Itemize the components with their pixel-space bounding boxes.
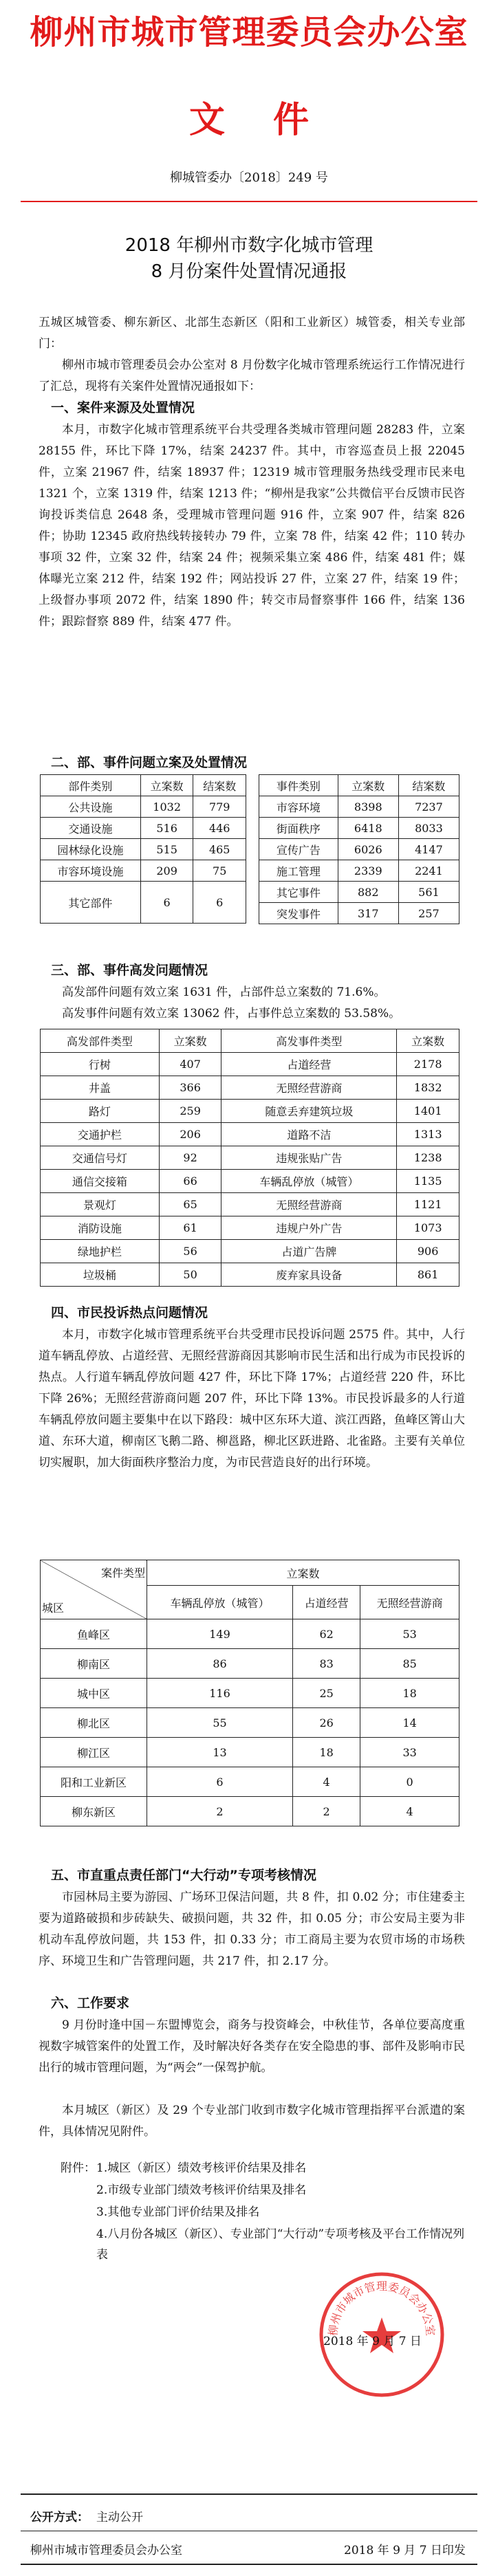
table-cell: 公共设施 <box>41 796 141 818</box>
table-cell: 6 <box>193 882 246 924</box>
section-3-line-2: 高发事件问题有效立案 13062 件，占事件总立案数的 53.58%。 <box>62 1007 401 1020</box>
table-cell: 407 <box>159 1053 221 1076</box>
table-row <box>41 1649 459 1679</box>
table-row <box>41 1767 459 1797</box>
table-cell: 绿地护栏 <box>41 1240 160 1263</box>
high-frequency-table <box>40 1029 459 1287</box>
table-cell: 779 <box>193 796 246 818</box>
table-cell: 6418 <box>338 818 398 839</box>
table-row <box>41 1797 459 1826</box>
table-cell: 906 <box>397 1240 459 1263</box>
table-cell: 515 <box>140 839 193 860</box>
table-cell: 违规户外广告 <box>221 1216 397 1240</box>
table-cell: 206 <box>159 1123 221 1146</box>
table-cell: 6 <box>140 882 193 924</box>
table-row <box>259 818 459 839</box>
table-cell: 占道广告牌 <box>221 1240 397 1263</box>
section-6-paragraph-1: 9 月份时逢中国－东盟博览会，商务与投资峰会，中秋佳节，各单位要高度重视数字城管案件的处置工作，及时解决好各类存在安全隐患的事、部件及影响市民出行的城市管理问题，为“两会”一保驾护航。 <box>39 2018 465 2075</box>
table-cell: 6 <box>147 1767 293 1797</box>
section-6-heading: 六、工作要求 <box>51 1996 130 2011</box>
table-row <box>259 796 459 818</box>
table-cell: 465 <box>193 839 246 860</box>
column-header: 无照经营游商 <box>360 1586 459 1619</box>
table-row <box>41 1679 459 1708</box>
issuer: 柳州市城市管理委员会办公室 <box>30 2544 182 2557</box>
table-cell: 25 <box>293 1679 360 1708</box>
red-divider <box>21 201 477 202</box>
section-4-heading: 四、市民投诉热点问题情况 <box>51 1305 208 1320</box>
attachment-2: 2.市级专业部门绩效考核评价结果及排名 <box>96 2183 307 2197</box>
table-cell: 85 <box>360 1649 459 1679</box>
recipients: 五城区城管委、柳东新区、北部生态新区（阳和工业新区）城管委，相关专业部门： <box>39 316 465 351</box>
table-cell: 4 <box>360 1797 459 1826</box>
table-cell: 6026 <box>338 839 398 860</box>
table-cell: 2241 <box>398 860 459 882</box>
table-cell: 65 <box>159 1193 221 1216</box>
table-cell: 18 <box>293 1738 360 1767</box>
table-cell: 62 <box>293 1619 360 1649</box>
table-cell: 道路不洁 <box>221 1123 397 1146</box>
footer-divider-top <box>21 2493 477 2495</box>
corner-area-label: 城区 <box>42 1601 65 1615</box>
table-row <box>259 882 459 903</box>
table-cell: 56 <box>159 1240 221 1263</box>
section-5-body: 市园林局主要为游园、广场环卫保洁问题，共 8 件，扣 0.02 分；市住建委主要为道路破损和步砖缺失、破损问题，共 32 件，扣 0.05 分；市公安局主要为非机动车乱停放问题，共 153 件，扣 0.33 分；市工商局主要为农贸市场的市场秩序、环境卫生和广告管理问题，共 217 件，扣 2.17 分。 <box>39 1890 465 1968</box>
table-cell: 2178 <box>397 1053 459 1076</box>
section-1-body: 本月，市数字化城市管理系统平台共受理各类城市管理问题 28283 件，立案 28155 件，环比下降 17%，结案 24237 件。其中，市容巡查员上报 22045 件，立案 21967 件，结案 18937 件；12319 城市管理服务热线受理市民来电 1321 个，立案 1319 件，结案 1213 件；“柳州是我家”公共微信平台反馈市民咨询投诉类信息 2648 条，受理城市管理问题 916 件，立案 907 件，结案 826 件；协助 12345 政府热线转接转办 79 件，立案 78 件，结案 42 件；110 转办事项 32 件，立案 32 件，结案 24 件；视频采集立案 486 件，结案 481 件；媒体曝光立案 212 件，结案 192 件；网站投诉 27 件，立案 27 件，结案 19 件；上级督办事项 2072 件，结案 1890 件；转交市局督察事件 166 件，结案 136 件；跟踪督察 889 件，结案 477 件。 <box>39 423 465 629</box>
table-cell: 交通设施 <box>41 818 141 839</box>
doc-number: 柳城管委办〔2018〕249 号 <box>170 171 328 185</box>
table-row <box>41 1146 459 1170</box>
table-cell: 街面秩序 <box>259 818 338 839</box>
table-row <box>41 882 246 924</box>
table-cell: 1401 <box>397 1100 459 1123</box>
table-row <box>41 1263 459 1287</box>
table-cell: 消防设施 <box>41 1216 160 1240</box>
column-header: 立案数 <box>397 1029 459 1053</box>
issue-date: 2018 年 9 月 7 日印发 <box>344 2544 466 2557</box>
table-cell: 行树 <box>41 1053 160 1076</box>
table-cell: 城中区 <box>41 1679 147 1708</box>
table-cell: 1121 <box>397 1193 459 1216</box>
table-row <box>259 860 459 882</box>
column-header: 占道经营 <box>293 1586 360 1619</box>
table-cell: 50 <box>159 1263 221 1287</box>
table-row <box>41 818 246 839</box>
table-cell: 116 <box>147 1679 293 1708</box>
attachment-4: 4.八月份各城区（新区）、专业部门“大行动”专项考核及平台工作情况列表 <box>96 2227 465 2262</box>
column-header: 车辆乱停放（城管） <box>147 1586 293 1619</box>
table-row <box>41 839 246 860</box>
table-cell: 井盖 <box>41 1076 160 1100</box>
table-cell: 阳和工业新区 <box>41 1767 147 1797</box>
table-cell: 通信交接箱 <box>41 1170 160 1193</box>
table-cell: 53 <box>360 1619 459 1649</box>
component-case-table <box>40 774 246 924</box>
table-cell: 2 <box>147 1797 293 1826</box>
table-cell: 随意丢弃建筑垃圾 <box>221 1100 397 1123</box>
corner-header <box>41 1560 147 1619</box>
table-header-row <box>41 1560 459 1586</box>
table-row <box>41 1738 459 1767</box>
table-cell: 交通护栏 <box>41 1123 160 1146</box>
table-cell: 其它事件 <box>259 882 338 903</box>
doc-word: 文件 <box>188 100 357 141</box>
table-cell: 车辆乱停放（城管） <box>221 1170 397 1193</box>
section-2-heading: 二、部、事件问题立案及处置情况 <box>51 755 248 770</box>
table-cell: 市容环境 <box>259 796 338 818</box>
signature-date: 2018 年 9 月 7 日 <box>323 2335 422 2348</box>
table-cell: 2339 <box>338 860 398 882</box>
table-cell: 446 <box>193 818 246 839</box>
table-cell: 317 <box>338 903 398 924</box>
column-header: 结案数 <box>398 775 459 796</box>
table-cell: 66 <box>159 1170 221 1193</box>
table-cell: 882 <box>338 882 398 903</box>
section-5-heading: 五、市直重点责任部门“大行动”专项考核情况 <box>51 1868 316 1883</box>
table-cell: 交通信号灯 <box>41 1146 160 1170</box>
column-header: 事件类别 <box>259 775 338 796</box>
table-cell: 7237 <box>398 796 459 818</box>
table-cell: 1313 <box>397 1123 459 1146</box>
event-case-table <box>259 774 459 924</box>
table-row <box>41 1708 459 1738</box>
column-header: 结案数 <box>193 775 246 796</box>
column-header: 高发事件类型 <box>221 1029 397 1053</box>
table-cell: 209 <box>140 860 193 882</box>
section-4-body: 本月，市数字化城市管理系统平台共受理市民投诉问题 2575 件。其中，人行道车辆乱停放、占道经营、无照经营游商因其影响市民生活和出行成为市民投诉的热点。人行道车辆乱停放问题 427 件，环比下降 17%；占道经营 220 件，环比下降 26%；无照经营游商问题 207 件，环比下降 13%。市民投诉最多的人行道车辆乱停放问题主要集中在以下路段：城中区东环大道、滨江西路，鱼峰区箐山大道、东环大道，柳南区飞鹅二路、柳邕路，柳北区跃进路、北雀路。主要有关单位切实履职，加大街面秩序整治力度，为市民营造良好的出行环境。 <box>39 1328 465 1470</box>
column-header: 立案数 <box>140 775 193 796</box>
table-cell: 0 <box>360 1767 459 1797</box>
table-cell: 8398 <box>338 796 398 818</box>
table-row <box>41 1076 459 1100</box>
table-cell: 92 <box>159 1146 221 1170</box>
table-row <box>41 1240 459 1263</box>
column-header: 立案数 <box>159 1029 221 1053</box>
section-1-heading: 一、案件来源及处置情况 <box>51 400 195 415</box>
table-cell: 4 <box>293 1767 360 1797</box>
section-3-heading: 三、部、事件高发问题情况 <box>51 963 208 978</box>
table-cell: 366 <box>159 1076 221 1100</box>
table-cell: 园林绿化设施 <box>41 839 141 860</box>
table-cell: 14 <box>360 1708 459 1738</box>
table-cell: 柳东新区 <box>41 1797 147 1826</box>
attachment-1: 1.城区（新区）绩效考核评价结果及排名 <box>96 2161 307 2175</box>
table-row <box>41 1619 459 1649</box>
public-method-label: 公开方式： <box>30 2511 89 2524</box>
table-cell: 其它部件 <box>41 882 141 924</box>
table-cell: 257 <box>398 903 459 924</box>
table-cell: 柳北区 <box>41 1708 147 1738</box>
table-row <box>259 903 459 924</box>
column-header: 立案数 <box>338 775 398 796</box>
attachment-3: 3.其他专业部门评价结果及排名 <box>96 2205 260 2219</box>
section-3-line-1: 高发部件问题有效立案 1631 件，占部件总立案数的 71.6%。 <box>62 985 386 999</box>
table-header-row <box>259 775 459 796</box>
table-cell: 1832 <box>397 1076 459 1100</box>
table-cell: 33 <box>360 1738 459 1767</box>
table-row <box>41 1170 459 1193</box>
district-complaint-table <box>40 1560 459 1826</box>
table-cell: 149 <box>147 1619 293 1649</box>
table-cell: 1238 <box>397 1146 459 1170</box>
table-cell: 83 <box>293 1649 360 1679</box>
table-cell: 突发事件 <box>259 903 338 924</box>
table-cell: 景观灯 <box>41 1193 160 1216</box>
table-header-row <box>41 775 246 796</box>
title-line-2: 8 月份案件处置情况通报 <box>151 261 347 282</box>
table-cell: 561 <box>398 882 459 903</box>
org-header: 柳州市城市管理委员会办公室 <box>30 13 468 52</box>
table-cell: 路灯 <box>41 1100 160 1123</box>
footer-divider-bottom <box>21 2564 477 2565</box>
table-row <box>41 1216 459 1240</box>
document-title <box>0 232 498 285</box>
table-cell: 市容环境设施 <box>41 860 141 882</box>
column-header: 部件类别 <box>41 775 141 796</box>
table-cell: 柳江区 <box>41 1738 147 1767</box>
table-row <box>259 839 459 860</box>
table-header-row <box>41 1029 459 1053</box>
table-row <box>41 796 246 818</box>
column-header: 高发部件类型 <box>41 1029 160 1053</box>
table-cell: 1135 <box>397 1170 459 1193</box>
intro-paragraph: 柳州市城市管理委员会办公室对 8 月份数字化城市管理系统运行工作情况进行了汇总，现将有关案件处置情况通报如下： <box>39 358 465 393</box>
table-cell: 垃圾桶 <box>41 1263 160 1287</box>
section-6-paragraph-2: 本月城区（新区）及 29 个专业部门收到市数字化城市管理指挥平台派遣的案件，具体情况见附件。 <box>39 2104 465 2139</box>
attachments-label: 附件： <box>61 2161 96 2175</box>
seal-text: 柳州市城市管理委员会办公室 <box>326 2280 437 2337</box>
table-cell: 75 <box>193 860 246 882</box>
table-row <box>41 1123 459 1146</box>
table-cell: 13 <box>147 1738 293 1767</box>
table-cell: 55 <box>147 1708 293 1738</box>
title-line-1: 2018 年柳州市数字化城市管理 <box>124 235 374 256</box>
table-cell: 259 <box>159 1100 221 1123</box>
table-cell: 违规张贴广告 <box>221 1146 397 1170</box>
table-cell: 宣传广告 <box>259 839 338 860</box>
table-cell: 2 <box>293 1797 360 1826</box>
table-cell: 鱼峰区 <box>41 1619 147 1649</box>
table-row <box>41 1193 459 1216</box>
table-cell: 86 <box>147 1649 293 1679</box>
table-cell: 18 <box>360 1679 459 1708</box>
public-method-value: 主动公开 <box>96 2511 143 2524</box>
table-cell: 无照经营游商 <box>221 1193 397 1216</box>
table-cell: 无照经营游商 <box>221 1076 397 1100</box>
table-cell: 861 <box>397 1263 459 1287</box>
table-row <box>41 860 246 882</box>
table-cell: 1073 <box>397 1216 459 1240</box>
table-cell: 516 <box>140 818 193 839</box>
table-cell: 1032 <box>140 796 193 818</box>
corner-type-label: 案件类型 <box>100 1566 145 1580</box>
table-cell: 4147 <box>398 839 459 860</box>
table-cell: 8033 <box>398 818 459 839</box>
table-cell: 废弃家具设备 <box>221 1263 397 1287</box>
table-cell: 占道经营 <box>221 1053 397 1076</box>
table-cell: 26 <box>293 1708 360 1738</box>
table-cell: 61 <box>159 1216 221 1240</box>
table-cell: 柳南区 <box>41 1649 147 1679</box>
table-row <box>41 1100 459 1123</box>
table-cell: 施工管理 <box>259 860 338 882</box>
group-header: 立案数 <box>147 1560 459 1586</box>
table-row <box>41 1053 459 1076</box>
